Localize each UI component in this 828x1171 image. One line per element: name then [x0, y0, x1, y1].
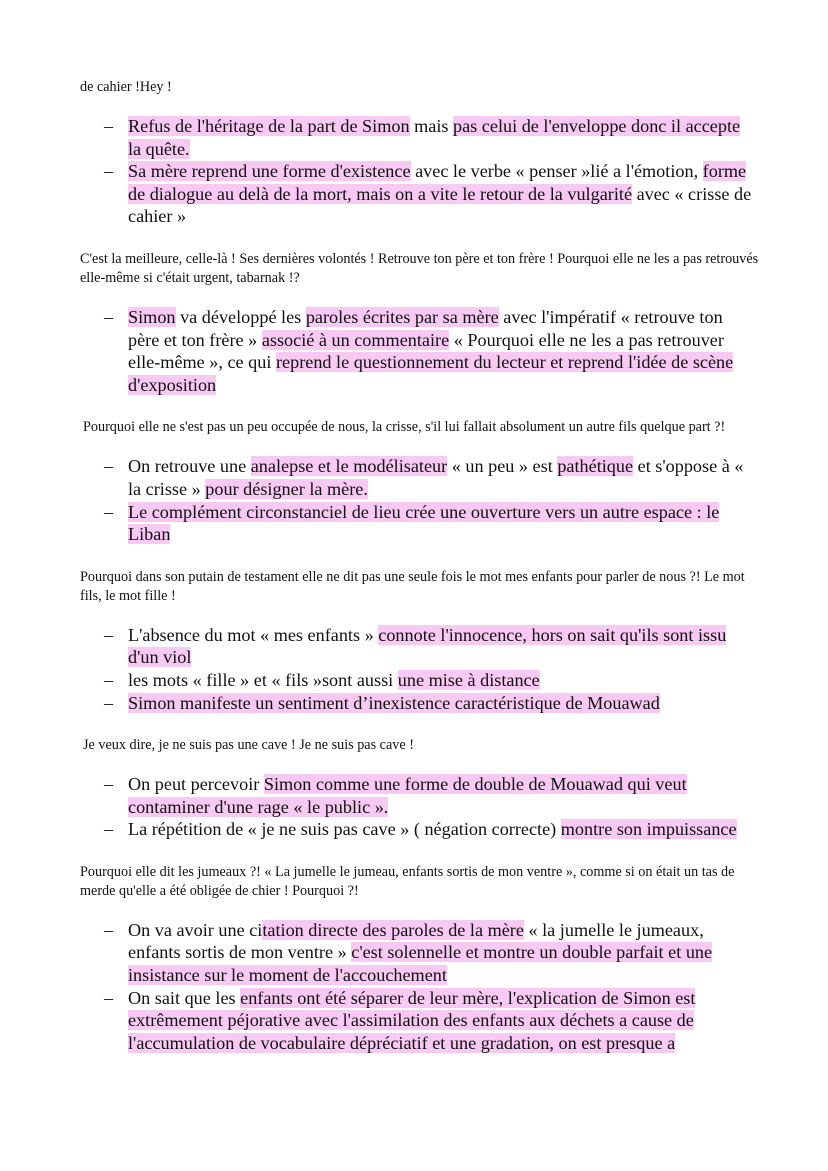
analysis-item — [0, 818, 828, 841]
dash-bullet-icon: – — [104, 624, 114, 645]
dash-bullet-icon: – — [104, 774, 114, 795]
item-text: avec « crisse de cahier » — [128, 183, 752, 227]
dash-bullet-icon: – — [104, 501, 114, 522]
analysis-list — [0, 455, 828, 545]
highlighted-text: tation directe des paroles de la mère — [262, 919, 524, 940]
analysis-item — [0, 624, 828, 669]
highlighted-text: pas celui de l'enveloppe donc il accepte la quête. — [128, 116, 741, 159]
quoted-excerpt: Pourquoi elle dit les jumeaux ?! « La jumelle le jumeau, enfants sortis de mon ventre », comme si on était un tas de merde qu'elle a été obligée de chier ! Pourquoi ?! — [80, 863, 735, 899]
highlighted-text: analepse et le modélisateur — [250, 456, 448, 477]
highlighted-text: montre son impuissance — [560, 819, 737, 840]
dash-bullet-icon: – — [104, 161, 114, 182]
dash-bullet-icon: – — [104, 819, 114, 840]
item-text: On retrouve une — [128, 456, 251, 477]
item-text: va développé les — [175, 306, 306, 327]
analysis-item — [0, 455, 828, 500]
item-text: « un peu » est — [447, 456, 558, 477]
analysis-item — [0, 160, 828, 228]
highlighted-text: une mise à distance — [397, 669, 540, 690]
dash-bullet-icon: – — [104, 987, 114, 1008]
analysis-list — [0, 115, 828, 228]
highlighted-text: pathétique — [557, 456, 634, 477]
analysis-list — [0, 306, 828, 396]
analysis-list — [0, 919, 828, 1055]
item-text: avec l'impératif « retrouve ton père et ton frère » — [128, 306, 723, 350]
item-text: les mots « fille » et « fils »sont aussi — [128, 669, 398, 690]
highlighted-text: paroles écrites par sa mère — [305, 306, 499, 327]
analysis-item — [0, 115, 828, 160]
highlighted-text: Simon manifeste un sentiment d’inexistence caractéristique de Mouawad — [128, 692, 660, 713]
dash-bullet-icon: – — [104, 116, 114, 136]
analysis-item — [0, 501, 828, 546]
item-text: On sait que les — [128, 987, 241, 1008]
highlighted-text: Le complément circonstanciel de lieu crée une ouverture vers un autre espace : le Liban — [128, 501, 720, 545]
analysis-item — [0, 919, 828, 987]
dash-bullet-icon: – — [104, 456, 114, 477]
dash-bullet-icon: – — [104, 306, 114, 327]
quoted-excerpt: Pourquoi dans son putain de testament elle ne dit pas une seule fois le mot mes enfants pour parler de nous ?! Le mot fils, le mot fille ! — [80, 568, 745, 604]
item-text: « la jumelle le jumeaux, enfants sortis de mon ventre » — [128, 919, 704, 963]
item-text: On va avoir une ci — [128, 919, 263, 940]
document-body — [0, 78, 828, 1054]
item-text: L'absence du mot « mes enfants » — [128, 624, 379, 645]
analysis-item — [0, 773, 828, 818]
item-text: et s'oppose à « la crisse » — [128, 456, 744, 499]
dash-bullet-icon: – — [104, 692, 114, 713]
highlighted-text: enfants ont été séparer de leur mère, l'explication de Simon est extrêmement péjorative avec l'assimilation des enfants aux déchets a cause de l'accumulation de vocabulaire dépréciatif et une gradation, on est presque a — [128, 987, 696, 1053]
analysis-item — [0, 669, 828, 692]
highlighted-text: Sa mère reprend une forme d'existence — [128, 161, 411, 182]
quoted-excerpt: Pourquoi elle ne s'est pas un peu occupée de nous, la crisse, s'il lui fallait absolument un autre fils quelque part ?! — [83, 419, 726, 436]
highlighted-text: pour désigner la mère. — [205, 478, 368, 499]
item-text: « Pourquoi elle ne les a pas retrouver elle-même », ce qui — [128, 329, 724, 373]
highlighted-text: reprend le questionnement du lecteur et reprend l'idée de scène d'exposition — [128, 352, 734, 395]
highlighted-text: c'est solennelle et montre un double parfait et une insistance sur le moment de l'accouchement — [128, 942, 713, 986]
dash-bullet-icon: – — [104, 669, 114, 690]
item-text: avec le verbe « penser »lié a l'émotion, — [410, 161, 703, 182]
highlighted-text: forme de dialogue au delà de la mort, mais on a vite le retour de la vulgarité — [128, 161, 747, 204]
highlighted-text: associé à un commentaire — [261, 329, 450, 350]
analysis-list — [0, 773, 828, 841]
highlighted-text: Simon comme une forme de double de Mouawad qui veut contaminer d'une rage « le public ». — [128, 774, 687, 817]
highlighted-text: Refus de l'héritage de la part de Simon — [128, 116, 410, 136]
item-text: On peut percevoir — [128, 774, 264, 795]
quoted-excerpt: de cahier !Hey ! — [80, 79, 172, 95]
analysis-item — [0, 987, 828, 1055]
analysis-list — [0, 624, 828, 714]
quoted-excerpt: C'est la meilleure, celle-là ! Ses dernières volontés ! Retrouve ton père et ton frère ! Pourquoi elle ne les a pas retrouvés elle-même si c'était urgent, tabarnak !? — [80, 250, 759, 286]
analysis-item — [0, 306, 828, 396]
quoted-excerpt: Je veux dire, je ne suis pas une cave ! Je ne suis pas cave ! — [83, 737, 414, 754]
item-text: mais — [409, 116, 454, 136]
item-text: La répétition de « je ne suis pas cave » ( négation correcte) — [128, 819, 561, 840]
highlighted-text: connote l'innocence, hors on sait qu'ils sont issu d'un viol — [128, 624, 727, 668]
highlighted-text: Simon — [128, 306, 176, 327]
dash-bullet-icon: – — [104, 919, 114, 940]
analysis-item — [0, 692, 828, 715]
